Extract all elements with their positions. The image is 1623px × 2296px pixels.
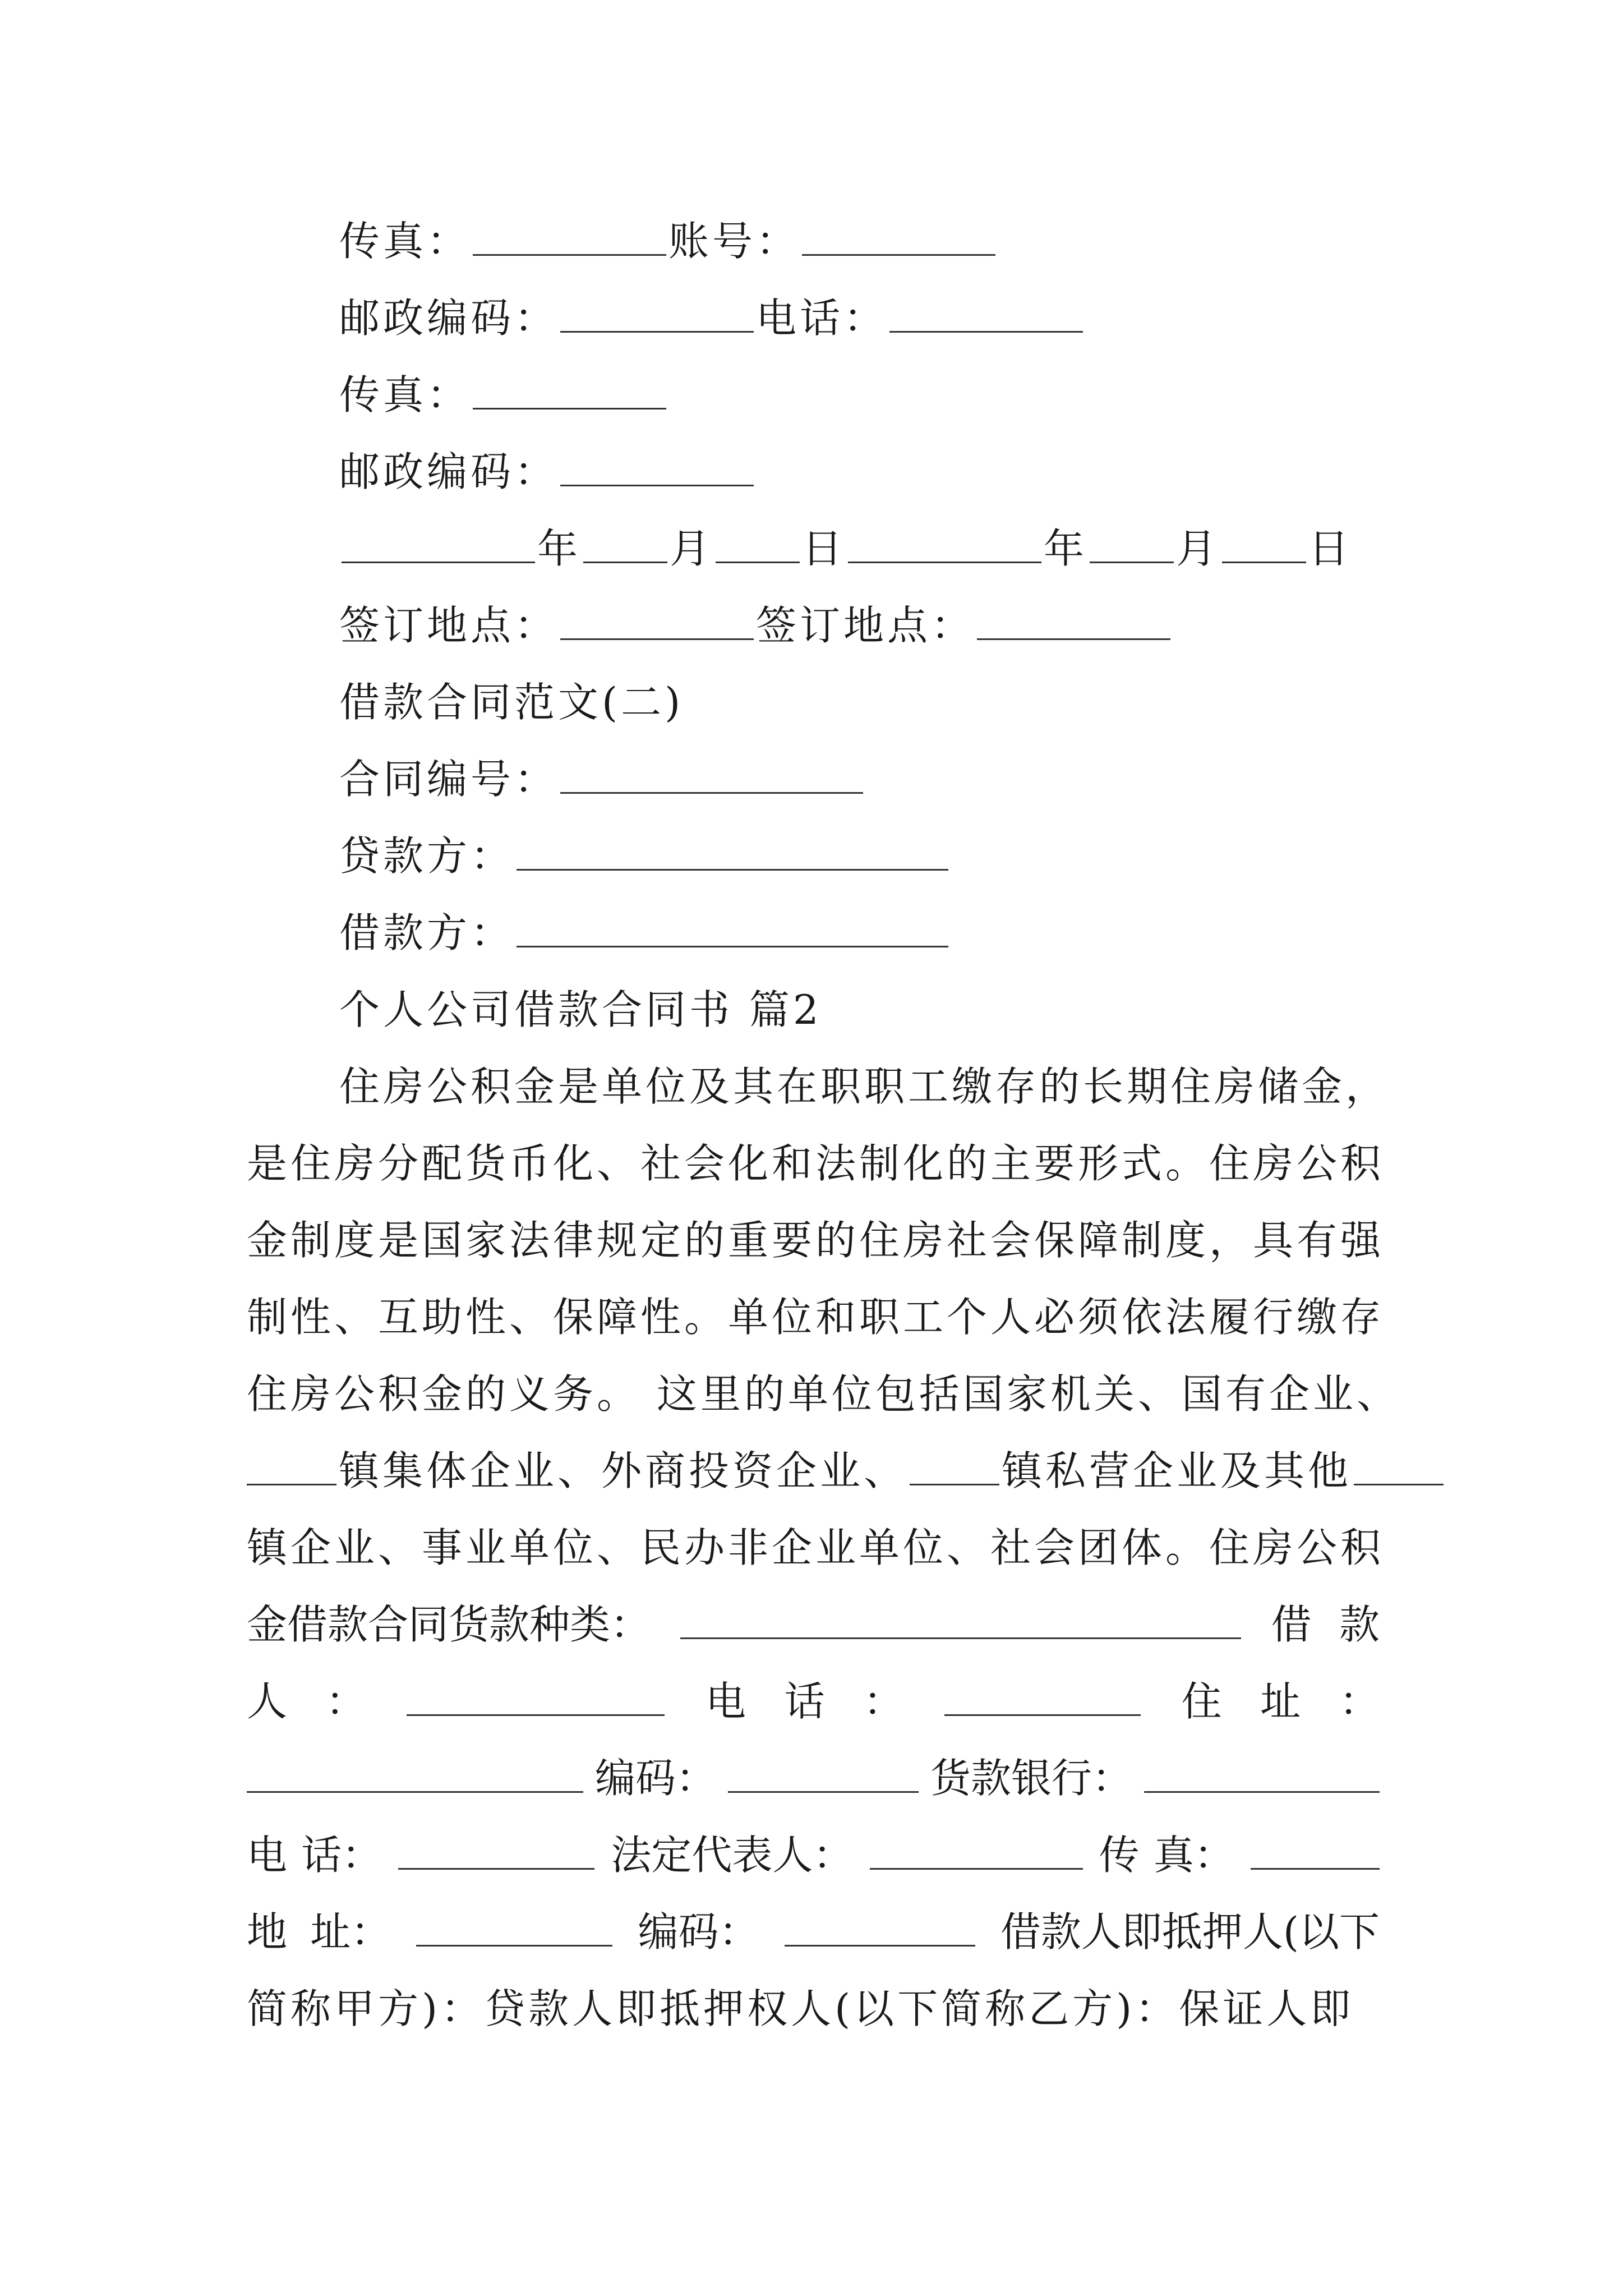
paragraph-text: 住房公积金是单位及其在职职工缴存的长期住房储金， bbox=[339, 1063, 1390, 1110]
postcode-phone-line bbox=[339, 287, 1085, 349]
blank bbox=[910, 1440, 999, 1485]
contract-number-label: 合同编号： bbox=[339, 756, 559, 803]
paragraph-text: 金制度是国家法律规定的重要的住房社会保障制度，具有强 bbox=[247, 1217, 1385, 1264]
paragraph-text: 金借款合同货款种类： bbox=[247, 1601, 651, 1648]
postcode-blank bbox=[785, 1901, 975, 1947]
phone-blank bbox=[889, 287, 1083, 333]
month-label: 月 bbox=[670, 525, 714, 572]
paragraph-text: ： bbox=[325, 1678, 366, 1725]
paragraph-line bbox=[247, 1594, 1380, 1655]
paragraph-line bbox=[247, 1901, 1380, 1963]
fax-blank bbox=[1251, 1824, 1380, 1870]
section-heading-text: 个人公司借款合同书 篇2 bbox=[339, 986, 822, 1033]
paragraph-line bbox=[247, 1978, 1380, 2040]
blank bbox=[247, 1440, 336, 1485]
paragraph-text: 简称甲方)：贷款人即抵押权人(以下简称乙方)：保证人即 bbox=[247, 1985, 1354, 2032]
contract-number-line bbox=[339, 748, 865, 810]
month-blank bbox=[1090, 518, 1174, 563]
postcode-blank bbox=[560, 441, 754, 486]
month-label: 月 bbox=[1176, 525, 1220, 572]
day-label: 日 bbox=[802, 525, 846, 572]
paragraph-text: 地 bbox=[247, 1908, 288, 1955]
postcode-blank bbox=[728, 1747, 919, 1793]
borrower-blank bbox=[517, 902, 948, 947]
paragraph-line bbox=[339, 1056, 1390, 1117]
paragraph-line bbox=[247, 1517, 1385, 1579]
borrower-label: 借款方： bbox=[339, 909, 515, 956]
phone-blank bbox=[944, 1671, 1141, 1716]
legal-rep-blank bbox=[870, 1824, 1083, 1870]
paragraph-text: 话 bbox=[784, 1678, 825, 1725]
postcode-label: 邮政编码： bbox=[339, 448, 559, 495]
contract-number-blank bbox=[560, 748, 863, 794]
day-label: 日 bbox=[1308, 525, 1353, 572]
paragraph-text: 镇企业、事业单位、民办非企业单位、社会团体。住房公积 bbox=[247, 1524, 1385, 1571]
paragraph-text: 址 bbox=[1260, 1678, 1301, 1725]
paragraph-line bbox=[247, 1133, 1385, 1194]
paragraph-text: 话： bbox=[301, 1832, 382, 1879]
lender-line bbox=[339, 825, 951, 887]
section-heading bbox=[339, 979, 822, 1041]
postcode-line bbox=[339, 441, 756, 503]
fax-blank bbox=[473, 364, 666, 409]
section-title bbox=[339, 671, 684, 733]
paragraph-text: 法定代表人： bbox=[611, 1832, 854, 1879]
paragraph-text: 传 bbox=[1099, 1832, 1140, 1879]
year-blank bbox=[342, 518, 535, 563]
paragraph-line bbox=[247, 1747, 1380, 1809]
year-blank bbox=[848, 518, 1041, 563]
paragraph-text: 电 bbox=[247, 1832, 288, 1879]
paragraph-text: 货款银行： bbox=[930, 1755, 1132, 1802]
paragraph-text: ： bbox=[1339, 1678, 1380, 1725]
phone-blank bbox=[398, 1824, 594, 1870]
account-blank bbox=[802, 210, 995, 256]
signing-place-blank bbox=[560, 595, 754, 640]
paragraph-text: 制性、互助性、保障性。单位和职工个人必须依法履行缴存 bbox=[247, 1294, 1385, 1341]
paragraph-text: 人 bbox=[247, 1678, 288, 1725]
lender-label: 贷款方： bbox=[339, 832, 515, 880]
day-blank bbox=[1222, 518, 1306, 563]
paragraph-text: 编码： bbox=[638, 1908, 759, 1955]
address-blank bbox=[247, 1747, 583, 1793]
paragraph-text: 址： bbox=[310, 1908, 391, 1955]
paragraph-text: 镇私营企业及其他 bbox=[1002, 1447, 1352, 1494]
fax-label: 传真： bbox=[339, 218, 471, 265]
paragraph-text: 编码： bbox=[594, 1755, 716, 1802]
fax-line bbox=[339, 364, 668, 426]
signing-place-label: 签订地点： bbox=[339, 602, 559, 649]
paragraph-line bbox=[247, 1824, 1380, 1886]
paragraph-text: 借款人即抵押人(以下 bbox=[1000, 1908, 1380, 1955]
address-blank bbox=[416, 1901, 612, 1947]
bank-blank bbox=[1144, 1747, 1380, 1793]
paragraph-text: 真： bbox=[1153, 1832, 1234, 1879]
paragraph-line bbox=[247, 1209, 1385, 1271]
paragraph-line bbox=[247, 1363, 1400, 1425]
fax-account-line bbox=[339, 210, 998, 272]
date-line bbox=[339, 518, 1352, 579]
section-title-text: 借款合同范文(二) bbox=[339, 679, 684, 726]
paragraph-line bbox=[247, 1671, 1380, 1732]
paragraph-text: ： bbox=[863, 1678, 904, 1725]
borrower-name-blank bbox=[407, 1671, 665, 1716]
loan-type-blank bbox=[680, 1594, 1241, 1639]
postcode-label: 邮政编码： bbox=[339, 295, 559, 342]
paragraph-text: 住房公积金的义务。 这里的单位包括国家机关、国有企业、 bbox=[247, 1370, 1400, 1418]
paragraph-line bbox=[247, 1286, 1385, 1348]
month-blank bbox=[583, 518, 667, 563]
fax-blank bbox=[473, 210, 666, 256]
paragraph-text: 借 bbox=[1271, 1601, 1312, 1648]
day-blank bbox=[716, 518, 800, 563]
signing-place-line bbox=[339, 595, 1173, 656]
paragraph-text: 款 bbox=[1339, 1601, 1380, 1648]
blank bbox=[1354, 1440, 1444, 1485]
account-label: 账号： bbox=[668, 218, 800, 265]
phone-label: 电话： bbox=[756, 295, 888, 342]
paragraph-text: 是住房分配货币化、社会化和法制化的主要形式。住房公积 bbox=[247, 1140, 1385, 1187]
fax-label: 传真： bbox=[339, 371, 471, 418]
paragraph-text: 电 bbox=[705, 1678, 746, 1725]
year-label: 年 bbox=[537, 525, 582, 572]
signing-place-label: 签订地点： bbox=[756, 602, 975, 649]
postcode-blank bbox=[560, 287, 754, 333]
paragraph-text: 镇集体企业、外商投资企业、 bbox=[339, 1447, 908, 1494]
borrower-line bbox=[339, 902, 951, 964]
paragraph-text: 住 bbox=[1181, 1678, 1222, 1725]
year-label: 年 bbox=[1044, 525, 1088, 572]
paragraph-line bbox=[247, 1440, 1380, 1502]
signing-place-blank bbox=[977, 595, 1170, 640]
lender-blank bbox=[517, 825, 948, 871]
